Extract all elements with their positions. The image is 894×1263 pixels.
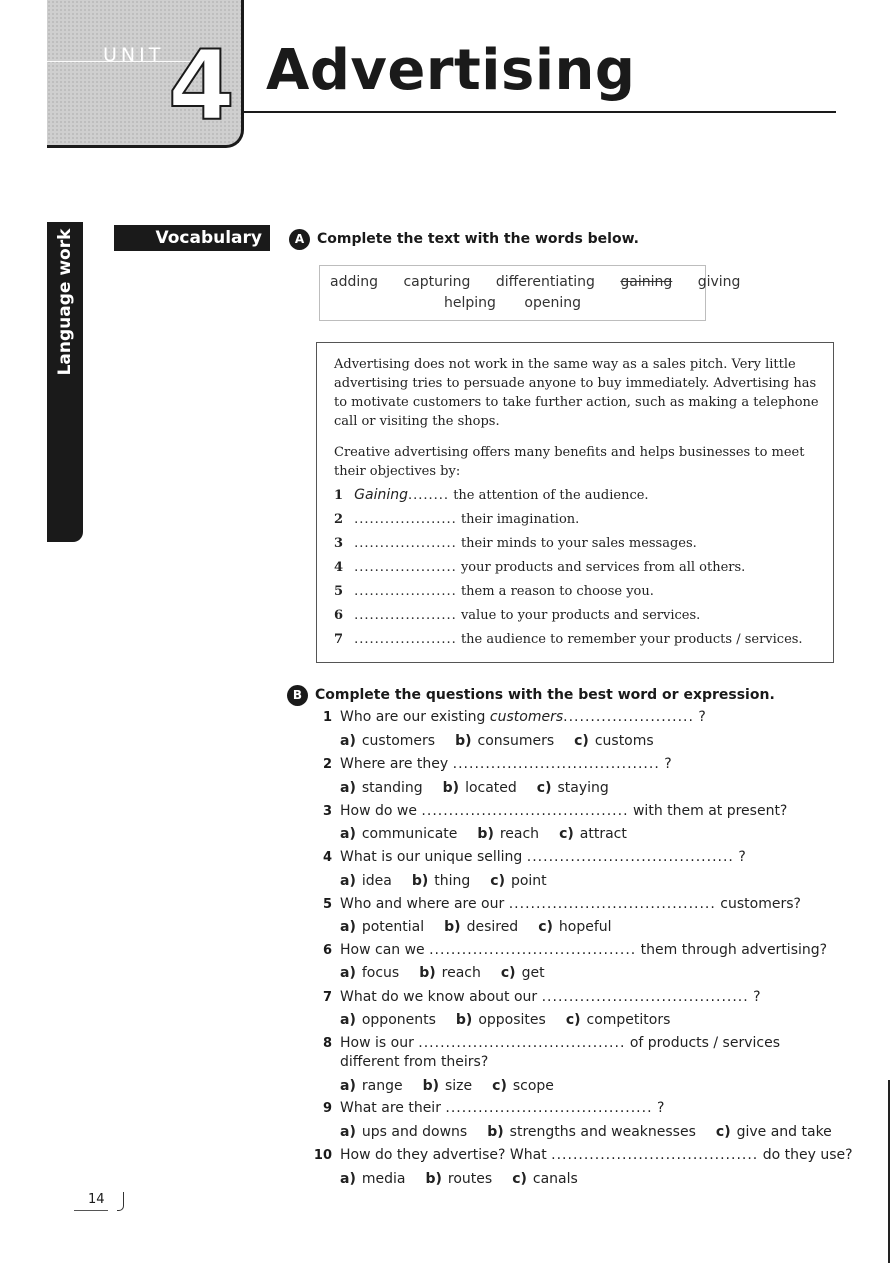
exercise-a-badge: A (289, 229, 310, 250)
question-text: Who are our existing customers........................ ? (340, 709, 706, 725)
word-bank-item: opening (524, 295, 581, 311)
word-bank (319, 265, 741, 321)
question-number: 5 (322, 897, 332, 912)
word-bank-row (320, 295, 705, 311)
question-number: 4 (322, 850, 332, 865)
answer-blank[interactable]: .................... (354, 632, 457, 647)
word-bank-item: capturing (403, 274, 471, 290)
answer-option[interactable]: c) scope (492, 1078, 554, 1094)
answer-option[interactable]: c) point (490, 873, 547, 889)
exercise-a-instruction: Complete the text with the words below. (317, 231, 639, 247)
section-label: Vocabulary (114, 225, 270, 251)
handwritten-answer: Gaining (354, 487, 408, 503)
answer-option[interactable]: c) attract (559, 826, 627, 842)
answer-blank[interactable]: ...................................... (541, 989, 749, 1005)
answer-option[interactable]: b) located (442, 780, 517, 796)
handwritten-answer: customers (489, 709, 564, 725)
answer-option[interactable]: c) give and take (715, 1124, 832, 1140)
list-item: 1 Gaining........ the attention of the audience. (334, 487, 649, 503)
answer-blank[interactable]: ...................................... (421, 803, 629, 819)
answer-option[interactable]: b) thing (411, 873, 471, 889)
question-number: 9 (322, 1101, 332, 1116)
question-text: What are their ...................................... ? (340, 1100, 665, 1116)
answer-blank[interactable]: ...................................... (418, 1035, 626, 1051)
question-text: Where are they ...................................... ? (340, 756, 672, 772)
answer-blank[interactable]: ...................................... (526, 849, 734, 865)
answer-blank[interactable]: ........................ (563, 709, 694, 725)
question-number: 10 (313, 1148, 332, 1163)
answer-blank[interactable]: .................... (354, 536, 457, 551)
page-edge-line (888, 1080, 890, 1263)
unit-number: 4 (168, 30, 235, 142)
paragraph: Creative advertising offers many benefits and helps businesses to meet their objectives by: (334, 445, 805, 479)
answer-blank[interactable]: ...................................... (452, 756, 660, 772)
word-bank-item: helping (444, 295, 496, 311)
answer-option[interactable]: b) reach (477, 826, 540, 842)
answer-option[interactable]: a) focus (340, 965, 400, 981)
list-item: 4 .................... your products and services from all others. (334, 560, 746, 575)
answer-option[interactable]: b) size (422, 1078, 473, 1094)
word-bank-item: differentiating (495, 274, 595, 290)
answer-blank[interactable]: .................... (354, 608, 457, 623)
answer-option[interactable]: c) hopeful (538, 919, 612, 935)
page-title: Advertising (266, 38, 636, 103)
answer-options (340, 826, 647, 842)
answer-option[interactable]: b) strengths and weaknesses (487, 1124, 696, 1140)
answer-option[interactable]: a) idea (340, 873, 392, 889)
title-rule (244, 111, 836, 113)
question-number: 2 (322, 757, 332, 772)
answer-blank[interactable]: ...................................... (445, 1100, 653, 1116)
exercise-b-instruction: Complete the questions with the best word or expression. (315, 687, 775, 703)
question-number: 7 (322, 990, 332, 1005)
answer-option[interactable]: b) desired (444, 919, 519, 935)
word-bank-row (330, 274, 761, 290)
answer-option[interactable]: a) standing (340, 780, 423, 796)
answer-option[interactable]: a) opponents (340, 1012, 436, 1028)
question-text: How can we ...................................... them through advertising? (340, 942, 828, 958)
answer-option[interactable]: c) canals (512, 1171, 578, 1187)
list-item: 3 .................... their minds to your sales messages. (334, 536, 697, 551)
answer-option[interactable]: c) customs (574, 733, 654, 749)
answer-blank[interactable]: ...................................... (508, 896, 716, 912)
answer-option[interactable]: b) opposites (455, 1012, 546, 1028)
question-number: 1 (322, 710, 332, 725)
answer-blank[interactable]: .................... (354, 584, 457, 599)
question-text: How do we ...................................... with them at present? (340, 803, 788, 819)
answer-options (340, 780, 629, 796)
answer-option[interactable]: b) routes (425, 1171, 493, 1187)
answer-option[interactable]: a) customers (340, 733, 436, 749)
answer-option[interactable]: b) consumers (455, 733, 555, 749)
answer-options (340, 733, 674, 749)
answer-options (340, 1124, 852, 1140)
answer-option[interactable]: c) staying (536, 780, 609, 796)
unit-label: UNIT (103, 44, 165, 66)
list-item: 2 .................... their imagination. (334, 512, 580, 527)
answer-options (340, 1171, 598, 1187)
question-number: 6 (322, 943, 332, 958)
reading-text-box (316, 342, 834, 663)
question-number: 3 (322, 804, 332, 819)
answer-option[interactable]: a) potential (340, 919, 425, 935)
answer-options (340, 1012, 690, 1028)
list-item: 6 .................... value to your products and services. (334, 608, 701, 623)
side-tab-label: Language work (55, 228, 75, 376)
question-text: How is our ...................................... of products / services (340, 1035, 780, 1051)
question-text: How do they advertise? What ...................................... do they use? (340, 1147, 853, 1163)
answer-options (340, 873, 567, 889)
word-bank-item: adding (330, 274, 379, 290)
word-bank-item: giving (697, 274, 741, 290)
paragraph: Advertising does not work in the same way as a sales pitch. Very little advertising tries to persuade anyone to buy immediately. Advertising has to motivate customers to take further action, such as making a telephone call or visiting the shops. (334, 357, 819, 429)
answer-blank[interactable]: ...................................... (551, 1147, 759, 1163)
list-item: 7 .................... the audience to remember your products / services. (334, 632, 803, 647)
question-text-continued: different from theirs? (340, 1054, 489, 1070)
page-number: 14 (88, 1192, 105, 1207)
answer-option[interactable]: a) communicate (340, 826, 458, 842)
question-text: Who and where are our ...................................... customers? (340, 896, 801, 912)
question-text: What do we know about our ...................................... ? (340, 989, 761, 1005)
answer-option[interactable]: b) reach (419, 965, 481, 981)
exercise-b-badge: B (287, 685, 308, 706)
answer-blank[interactable]: .................... (354, 560, 457, 575)
word-bank-item-used: gaining (620, 274, 673, 290)
answer-options (340, 1078, 574, 1094)
answer-options (340, 965, 565, 981)
page-number-bracket (117, 1192, 124, 1211)
answer-option[interactable]: c) get (500, 965, 545, 981)
answer-option[interactable]: c) competitors (565, 1012, 671, 1028)
question-text: What is our unique selling ...................................... ? (340, 849, 746, 865)
question-number: 8 (322, 1036, 332, 1051)
answer-option[interactable]: a) range (340, 1078, 403, 1094)
page-number-line (74, 1210, 108, 1211)
list-item: 5 .................... them a reason to choose you. (334, 584, 654, 599)
answer-blank[interactable]: ...................................... (429, 942, 637, 958)
answer-option[interactable]: a) ups and downs (340, 1124, 468, 1140)
answer-option[interactable]: a) media (340, 1171, 406, 1187)
answer-options (340, 919, 632, 935)
answer-blank[interactable]: .................... (354, 512, 457, 527)
